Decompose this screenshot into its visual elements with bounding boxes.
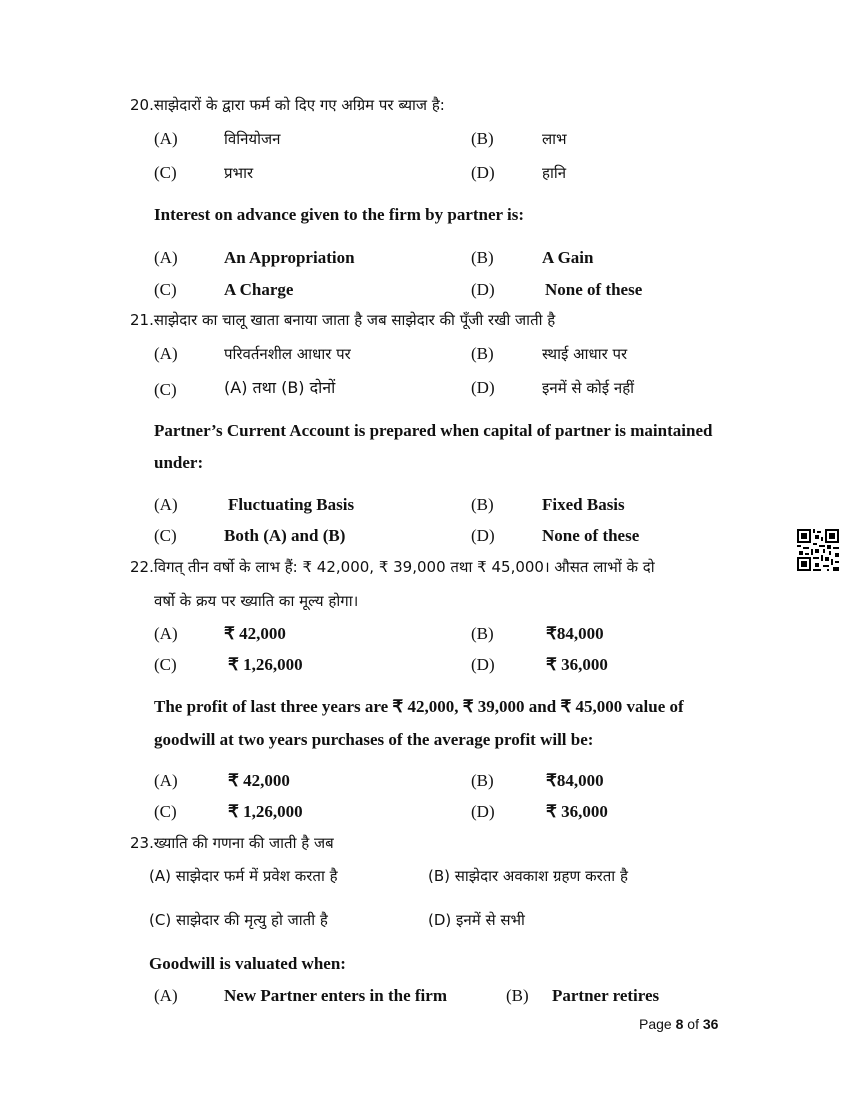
q21-english-question-line1: Partner’s Current Account is prepared when capital of partner is maintained [154, 421, 713, 440]
q21-en-label-d: (D) [471, 526, 495, 545]
q20-hi-option-c: प्रभार [224, 164, 254, 182]
q20-hi-option-b: लाभ [542, 130, 567, 148]
q20-hi-label-b: (B) [471, 129, 494, 148]
q21-en-option-d: None of these [542, 526, 640, 545]
q23-hi-option-c: (C) साझेदार की मृत्यु हो जाती है [149, 911, 328, 929]
q20-hi-label-a: (A) [154, 129, 178, 148]
q23-hi-option-a: (A) साझेदार फर्म में प्रवेश करता है [149, 867, 338, 885]
q22-english-question-line2: goodwill at two years purchases of the average profit will be: [154, 730, 594, 749]
q23-hi-option-d: (D) इनमें से सभी [428, 911, 525, 929]
q21-en-label-a: (A) [154, 495, 178, 514]
q20-hi-option-d: हानि [542, 164, 567, 182]
q20-question: 20.साझेदारों के द्वारा फर्म को दिए गए अग्रिम पर ब्याज है: [130, 96, 445, 114]
q21-hi-label-a: (A) [154, 344, 178, 363]
q23-en-label-b: (B) [506, 986, 529, 1005]
q20-en-label-a: (A) [154, 248, 178, 267]
q20-en-option-d: None of these [545, 280, 643, 299]
q23-en-label-a: (A) [154, 986, 178, 1005]
q23-question: 23.ख्याति की गणना की जाती है जब [130, 834, 334, 852]
q20-en-option-c: A Charge [224, 280, 294, 299]
q22-hi-option-d: ₹ 36,000 [546, 655, 608, 674]
q21-hi-option-c: (A) तथा (B) दोनों [224, 378, 336, 397]
q21-english-question-line2: under: [154, 453, 204, 472]
q20-en-option-b: A Gain [542, 248, 594, 267]
q22-en-label-d: (D) [471, 802, 495, 821]
q21-question: 21.साझेदार का चालू खाता बनाया जाता है जब साझेदार की पूँजी रखी जाती है [130, 311, 556, 329]
q20-en-label-d: (D) [471, 280, 495, 299]
q21-en-label-b: (B) [471, 495, 494, 514]
q22-en-option-a: ₹ 42,000 [228, 771, 290, 790]
q23-en-option-a: New Partner enters in the firm [224, 986, 447, 1005]
q22-hi-label-c: (C) [154, 655, 177, 674]
q22-hi-label-a: (A) [154, 624, 178, 643]
q22-en-label-b: (B) [471, 771, 494, 790]
q22-en-option-c: ₹ 1,26,000 [228, 802, 303, 821]
q21-en-option-a: Fluctuating Basis [228, 495, 355, 514]
q20-en-label-b: (B) [471, 248, 494, 267]
q21-hi-label-d: (D) [471, 378, 495, 397]
q21-hi-label-c: (C) [154, 380, 177, 399]
q22-en-option-d: ₹ 36,000 [546, 802, 608, 821]
q22-hi-label-d: (D) [471, 655, 495, 674]
q20-hi-label-c: (C) [154, 163, 177, 182]
q22-question-line1: 22.विगत् तीन वर्षो के लाभ हैं: ₹ 42,000, ₹ 39,000 तथा ₹ 45,000। औसत लाभों के दो [130, 558, 655, 576]
q21-hi-option-b: स्थाई आधार पर [542, 345, 628, 363]
q21-en-label-c: (C) [154, 526, 177, 545]
q23-hi-option-b: (B) साझेदार अवकाश ग्रहण करता है [428, 867, 628, 885]
q22-question-line2: वर्षो के क्रय पर ख्याति का मूल्य होगा। [154, 592, 359, 610]
q23-english-question: Goodwill is valuated when: [149, 954, 346, 973]
q21-hi-option-d: इनमें से कोई नहीं [542, 379, 635, 397]
q23-en-option-b: Partner retires [552, 986, 660, 1005]
q21-hi-option-a: परिवर्तनशील आधार पर [224, 345, 351, 363]
q22-english-question-line1: The profit of last three years are ₹ 42,000, ₹ 39,000 and ₹ 45,000 value of [154, 697, 684, 716]
qr-code-icon [797, 529, 839, 571]
q22-en-label-a: (A) [154, 771, 178, 790]
q20-en-option-a: An Appropriation [224, 248, 355, 267]
q22-en-label-c: (C) [154, 802, 177, 821]
q20-en-label-c: (C) [154, 280, 177, 299]
q20-hi-label-d: (D) [471, 163, 495, 182]
q22-hi-option-b: ₹84,000 [546, 624, 604, 643]
q20-hi-option-a: विनियोजन [224, 130, 281, 148]
page-number: Page 8 of 36 [639, 1016, 719, 1032]
q21-en-option-b: Fixed Basis [542, 495, 625, 514]
q20-english-question: Interest on advance given to the firm by partner is: [154, 205, 525, 224]
q22-hi-label-b: (B) [471, 624, 494, 643]
q22-en-option-b: ₹84,000 [546, 771, 604, 790]
q22-hi-option-c: ₹ 1,26,000 [228, 655, 303, 674]
q22-hi-option-a: ₹ 42,000 [224, 624, 286, 643]
q21-hi-label-b: (B) [471, 344, 494, 363]
q21-en-option-c: Both (A) and (B) [224, 526, 346, 545]
